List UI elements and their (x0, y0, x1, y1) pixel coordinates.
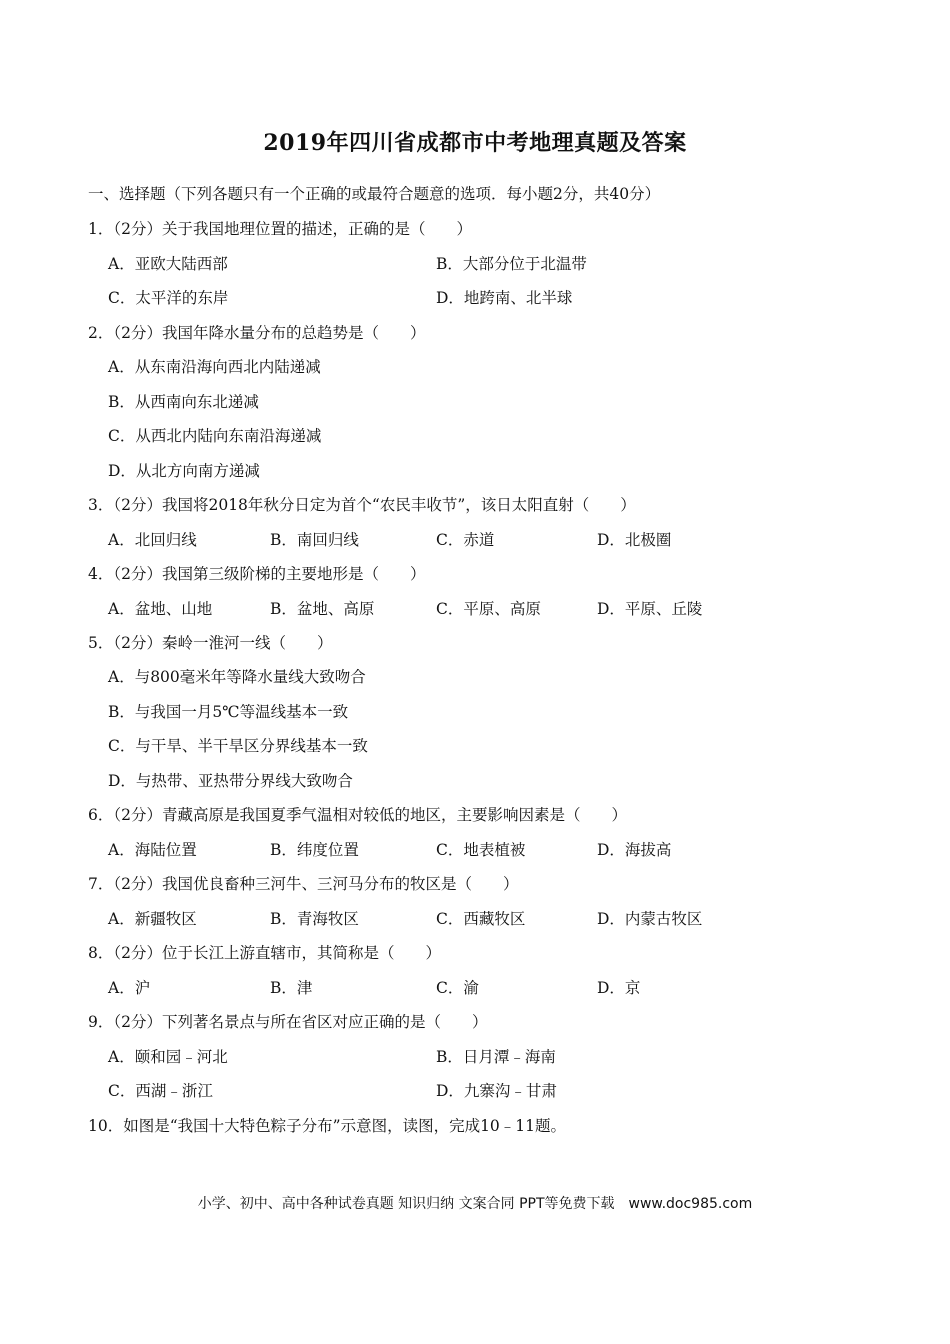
option-a: A．盆地、山地 (108, 600, 213, 618)
option-a: A．新疆牧区 (108, 910, 197, 928)
option-c: C．与干旱、半干旱区分界线基本一致 (108, 737, 368, 755)
option-c: C．西湖﹣浙江 (108, 1082, 213, 1100)
option-b: B．大部分位于北温带 (436, 255, 587, 273)
option-a: A．北回归线 (108, 531, 197, 549)
option-c: C．赤道 (436, 531, 495, 549)
option-a: A．海陆位置 (108, 841, 197, 859)
option-d: D．京 (597, 979, 641, 997)
question-stem: 3．（2分）我国将2018年秋分日定为首个“农民丰收节”，该日太阳直射（ ） (88, 496, 636, 514)
page-footer: 小学、初中、高中各种试卷真题 知识归纳 文案合同 PPT等免费下载 www.doc985.com (197, 1196, 753, 1212)
option-d: D．九寨沟﹣甘肃 (436, 1082, 557, 1100)
question-stem: 6．（2分）青藏高原是我国夏季气温相对较低的地区，主要影响因素是（ ） (88, 806, 627, 824)
question-stem: 2．（2分）我国年降水量分布的总趋势是（ ） (88, 324, 426, 342)
option-b: B．从西南向东北递减 (108, 393, 259, 411)
option-a: A．与800毫米年等降水量线大致吻合 (108, 668, 366, 686)
option-b: B．纬度位置 (270, 841, 359, 859)
option-d: D．与热带、亚热带分界线大致吻合 (108, 772, 353, 790)
option-b: B．盆地、高原 (270, 600, 375, 618)
option-a: A．沪 (108, 979, 151, 997)
page-title: 2019年四川省成都市中考地理真题及答案 (263, 130, 687, 156)
option-d: D．海拔高 (597, 841, 672, 859)
option-c: C．西藏牧区 (436, 910, 526, 928)
option-c: C．从西北内陆向东南沿海递减 (108, 427, 322, 445)
option-c: C．渝 (436, 979, 479, 997)
option-d: D．从北方向南方递减 (108, 462, 260, 480)
question-stem: 10．如图是“我国十大特色粽子分布”示意图，读图，完成10﹣11题。 (88, 1117, 567, 1135)
option-d: D．平原、丘陵 (597, 600, 703, 618)
option-c: C．太平洋的东岸 (108, 289, 229, 307)
option-c: C．平原、高原 (436, 600, 541, 618)
option-a: A．从东南沿海向西北内陆递减 (108, 358, 321, 376)
option-b: B．青海牧区 (270, 910, 359, 928)
question-stem: 7．（2分）我国优良畜种三河牛、三河马分布的牧区是（ ） (88, 875, 519, 893)
question-stem: 1．（2分）关于我国地理位置的描述，正确的是（ ） (88, 220, 472, 238)
option-c: C．地表植被 (436, 841, 526, 859)
option-d: D．内蒙古牧区 (597, 910, 703, 928)
option-b: B．南回归线 (270, 531, 359, 549)
option-d: D．北极圈 (597, 531, 672, 549)
question-stem: 5．（2分）秦岭一淮河一线（ ） (88, 634, 333, 652)
question-stem: 9．（2分）下列著名景点与所在省区对应正确的是（ ） (88, 1013, 488, 1031)
option-a: A．颐和园﹣河北 (108, 1048, 228, 1066)
option-b: B．津 (270, 979, 313, 997)
section-heading: 一、选择题（下列各题只有一个正确的或最符合题意的选项．每小题2分，共40分） (88, 185, 661, 203)
option-d: D．地跨南、北半球 (436, 289, 573, 307)
option-b: B．与我国一月5℃等温线基本一致 (108, 703, 349, 721)
question-stem: 8．（2分）位于长江上游直辖市，其简称是（ ） (88, 944, 441, 962)
option-a: A．亚欧大陆西部 (108, 255, 228, 273)
question-stem: 4．（2分）我国第三级阶梯的主要地形是（ ） (88, 565, 426, 583)
option-b: B．日月潭﹣海南 (436, 1048, 556, 1066)
